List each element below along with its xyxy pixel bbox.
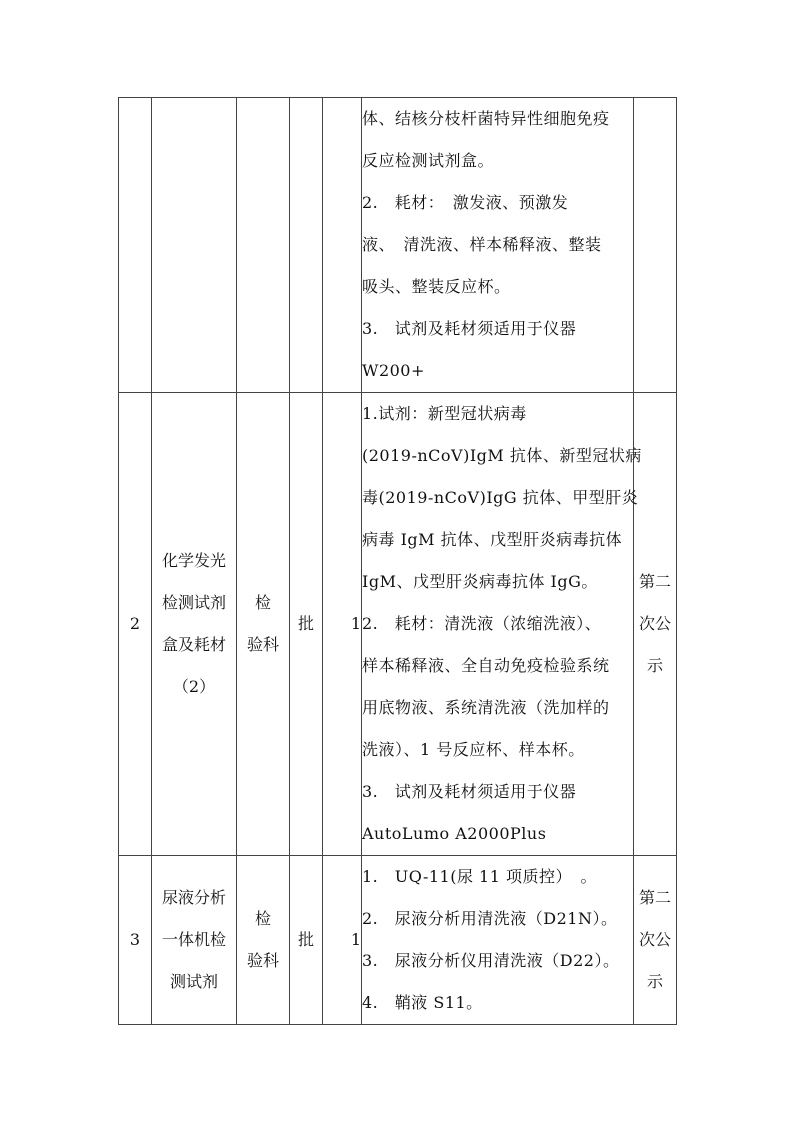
item-name-line: （2） <box>172 677 216 696</box>
detail-line: 2. 耗材：清洗液（浓缩洗液）、 <box>362 614 602 633</box>
seq-cell: 3 <box>119 856 152 1025</box>
detail-line: AutoLumo A2000Plus <box>362 824 547 843</box>
table-row <box>119 393 677 856</box>
quantity-cell: 1 <box>323 856 362 1025</box>
note-line: 示 <box>646 972 663 991</box>
detail-line: 反应检测试剂盒。 <box>362 151 495 170</box>
item-name-line: 测试剂 <box>169 972 218 991</box>
detail-line: 病毒 IgM 抗体、戊型肝炎病毒抗体 <box>362 530 623 549</box>
detail-line: 2. 尿液分析用清洗液（D21N）。 <box>362 909 618 928</box>
note-line: 第二 <box>638 572 671 591</box>
item-name-line: 一体机检 <box>161 930 226 949</box>
detail-cell <box>362 98 634 393</box>
department-line: 检 <box>254 593 271 612</box>
detail-line: 1. UQ-11(尿 11 项质控） 。 <box>362 867 597 886</box>
table-row <box>119 98 677 393</box>
note-line: 第二 <box>638 888 671 907</box>
department-line: 验科 <box>246 951 279 970</box>
detail-line: 1.试剂：新型冠状病毒 <box>362 404 527 423</box>
seq-cell <box>119 98 152 393</box>
detail-line: 体、结核分枝杆菌特异性细胞免疫 <box>362 109 610 128</box>
table-row <box>119 856 677 1025</box>
detail-line: 洗液）、1 号反应杯、样本杯。 <box>362 740 585 759</box>
note-cell <box>634 856 677 1025</box>
department-line: 验科 <box>246 635 279 654</box>
item-name-cell <box>152 393 237 856</box>
item-name-line: 盒及耗材 <box>161 635 226 654</box>
detail-line: 3. 尿液分析仪用清洗液（D22）。 <box>362 951 620 970</box>
detail-line: IgM、戊型肝炎病毒抗体 IgG。 <box>362 572 598 591</box>
unit-cell <box>290 98 323 393</box>
department-cell <box>237 98 290 393</box>
quantity-cell <box>323 98 362 393</box>
quantity-cell: 1 <box>323 393 362 856</box>
detail-line: 3. 试剂及耗材须适用于仪器 <box>362 782 577 801</box>
unit-cell: 批 <box>290 393 323 856</box>
detail-line: 毒(2019-nCoV)IgG 抗体、甲型肝炎 <box>362 488 639 507</box>
detail-line: 3. 试剂及耗材须适用于仪器 <box>362 319 577 338</box>
note-line: 次公 <box>638 930 671 949</box>
item-name-cell <box>152 856 237 1025</box>
unit-cell: 批 <box>290 856 323 1025</box>
department-cell <box>237 393 290 856</box>
detail-line: 2. 耗材： 激发液、预激发 <box>362 193 569 212</box>
detail-cell <box>362 393 642 856</box>
department-line: 检 <box>254 909 271 928</box>
detail-line: 吸头、整装反应杯。 <box>362 277 511 296</box>
item-name-line: 化学发光 <box>161 551 226 570</box>
department-cell <box>237 856 290 1025</box>
note-line: 示 <box>646 656 663 675</box>
procurement-table <box>118 97 677 1025</box>
detail-line: W200+ <box>362 361 425 380</box>
detail-line: 样本稀释液、全自动免疫检验系统 <box>362 656 610 675</box>
note-line: 次公 <box>638 614 671 633</box>
item-name-line: 尿液分析 <box>161 888 226 907</box>
detail-line: 4. 鞘液 S11。 <box>362 993 483 1012</box>
item-name-line: 检测试剂 <box>161 593 226 612</box>
item-name-cell <box>152 98 237 393</box>
detail-cell <box>362 856 634 1025</box>
detail-line: 液、 清洗液、样本稀释液、整装 <box>362 235 602 254</box>
detail-line: (2019-nCoV)IgM 抗体、新型冠状病 <box>362 446 642 465</box>
detail-line: 用底物液、系统清洗液（洗加样的 <box>362 698 610 717</box>
note-cell <box>634 98 677 393</box>
seq-cell: 2 <box>119 393 152 856</box>
